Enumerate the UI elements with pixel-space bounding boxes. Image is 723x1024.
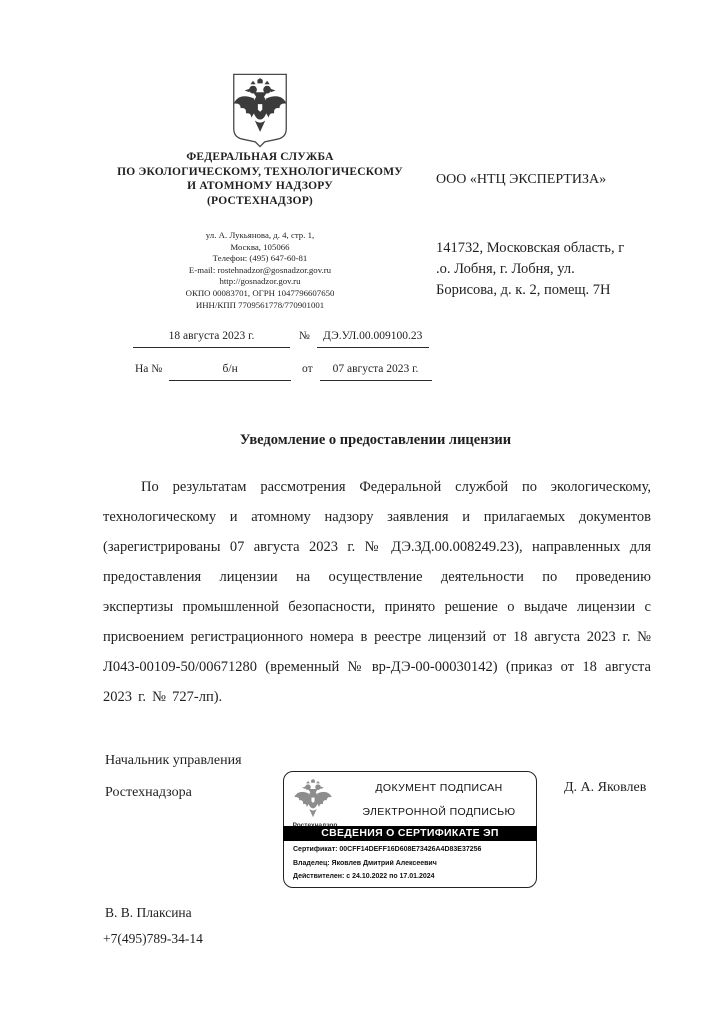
executor-name: В. В. Плаксина xyxy=(105,905,192,920)
recipient-address-line: .о. Лобня, г. Лобня, ул. xyxy=(436,261,575,277)
agency-line: ПО ЭКОЛОГИЧЕСКОМУ, ТЕХНОЛОГИЧЕСКОМУ xyxy=(117,165,403,178)
agency-name-block xyxy=(78,150,442,208)
contact-line: http://gosnadzor.gov.ru xyxy=(219,276,301,287)
contact-line: E-mail: rostehnadzor@gosnadzor.gov.ru xyxy=(188,264,332,275)
contact-line: Телефон: (495) 647-60-81 xyxy=(212,253,308,264)
signer-position-block xyxy=(105,745,295,809)
reference-row-outgoing xyxy=(133,330,429,348)
outgoing-number-field: ДЭ.УЛ.00.009100.23 xyxy=(317,330,429,348)
executor-phone: +7(495)789-34-14 xyxy=(103,931,203,946)
agency-line: И АТОМНОМУ НАДЗОРУ xyxy=(187,180,333,192)
from-label: от xyxy=(302,363,313,375)
recipient-name: ООО «НТЦ ЭКСПЕРТИЗА» xyxy=(436,172,607,187)
incoming-number-label: На № xyxy=(135,363,163,375)
contact-line: ИНН/КПП 7709561778/770901001 xyxy=(195,299,325,310)
body-paragraph: По результатам рассмотрения Федеральной службой по экологическому, технологическому и атомному надзору заявления и прилагаемых документов (зарегистрированы 07 августа 2023 г. № ДЭ.ЗД.00.008249.23), направленных для предоставления лицензии на осуществление деятельности по проведению экспертизы промышленной безопасности, принято решение о выдаче лицензии с присвоением регистрационного номера в реестре лицензий от 18 августа 2023 г. № Л043-00109-50/00671280 (временный № вр-ДЭ-00-00030142) (приказ от 18 августа 2023 г. № 727-лп). xyxy=(103,479,651,705)
signer-name: Д. А. Яковлев xyxy=(564,780,647,795)
coat-of-arms-icon xyxy=(230,72,290,148)
digital-signature-stamp xyxy=(283,771,537,888)
contact-line: ОКПО 00083701, ОГРН 1047796607650 xyxy=(185,287,335,298)
stamp-signed-line1: ДОКУМЕНТ ПОДПИСАН xyxy=(375,782,503,794)
stamp-certificate-bar: СВЕДЕНИЯ О СЕРТИФИКАТЕ ЭП xyxy=(283,826,537,841)
recipient-address-line: 141732, Московская область, г xyxy=(436,240,625,256)
reference-row-incoming xyxy=(135,363,432,381)
contact-line: Москва, 105066 xyxy=(230,241,290,252)
stamp-signed-line2: ЭЛЕКТРОННОЙ ПОДПИСЬЮ xyxy=(362,806,516,818)
agency-line: (РОСТЕХНАДЗОР) xyxy=(207,194,313,207)
recipient-address-block xyxy=(436,238,714,301)
stamp-validity: Действителен: с 24.10.2022 по 17.01.2024 xyxy=(293,873,435,880)
document-title: Уведомление о предоставлении лицензии xyxy=(239,432,512,448)
contact-line: ул. А. Лукьянова, д. 4, стр. 1, xyxy=(205,230,315,240)
incoming-number-field: б/н xyxy=(169,363,291,381)
signer-position-line: Ростехнадзора xyxy=(105,785,192,800)
number-sign-label: № xyxy=(298,330,310,342)
agency-contacts-block xyxy=(78,230,442,311)
recipient-address-line: Борисова, д. к. 2, помещ. 7Н xyxy=(436,282,611,298)
agency-line: ФЕДЕРАЛЬНАЯ СЛУЖБА xyxy=(186,151,334,163)
signer-position-line: Начальник управления xyxy=(105,753,242,768)
outgoing-date-field: 18 августа 2023 г. xyxy=(133,330,290,348)
incoming-date-field: 07 августа 2023 г. xyxy=(320,363,432,381)
rostechnadzor-eagle-icon xyxy=(293,777,333,821)
stamp-certificate-number: Сертификат: 00CFF14DEFF16D608E73426A4D83E37256 xyxy=(293,846,482,853)
stamp-owner: Владелец: Яковлев Дмитрий Алексеевич xyxy=(293,860,437,867)
